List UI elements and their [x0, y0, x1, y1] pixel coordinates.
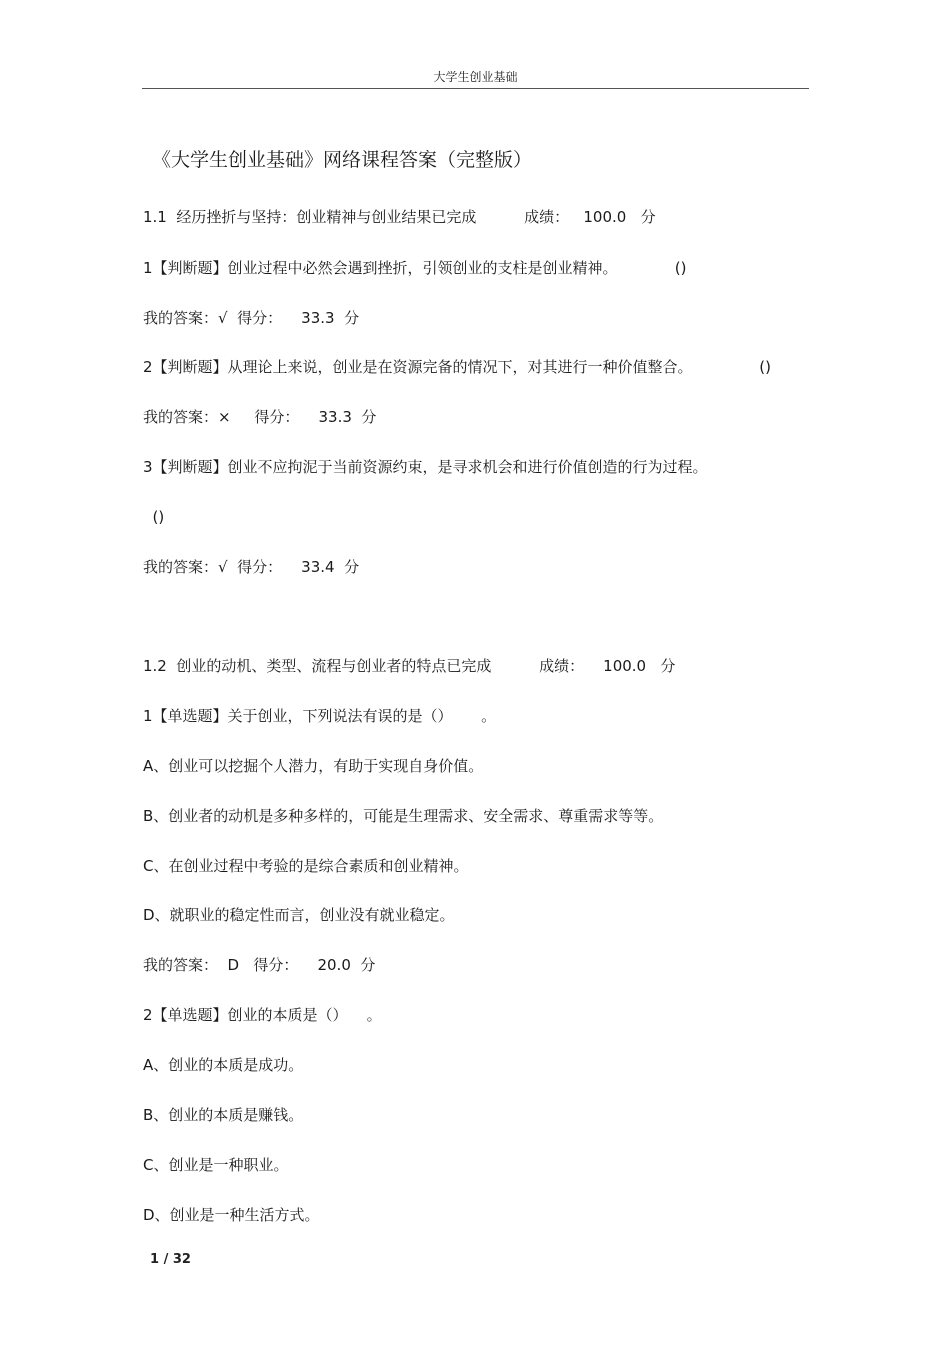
section-heading-1-2: 1.2 创业的动机、类型、流程与创业者的特点已完成 成绩： 100.0 分: [143, 657, 676, 675]
option-text: A、创业可以挖掘个人潜力，有助于实现自身价值。: [143, 757, 484, 775]
document-title: 《大学生创业基础》网络课程答案（完整版）: [152, 149, 533, 171]
answer-line: 我的答案：√ 得分： 33.4 分: [143, 558, 360, 576]
page-indicator: 1 / 32: [150, 1252, 191, 1267]
question-text: 1【判断题】创业过程中必然会遇到挫折，引领创业的支柱是创业精神。 (): [143, 259, 687, 277]
question-text: 2【单选题】创业的本质是（） 。: [143, 1006, 382, 1024]
option-text: B、创业的本质是赚钱。: [143, 1106, 304, 1124]
header-divider: [142, 88, 809, 89]
option-text: C、在创业过程中考验的是综合素质和创业精神。: [143, 857, 469, 875]
option-text: D、创业是一种生活方式。: [143, 1206, 320, 1224]
option-text: D、就职业的稳定性而言，创业没有就业稳定。: [143, 906, 455, 924]
option-text: A、创业的本质是成功。: [143, 1056, 304, 1074]
answer-line: 我的答案：× 得分： 33.3 分: [143, 408, 377, 426]
running-header: 大学生创业基础: [433, 70, 518, 84]
option-text: B、创业者的动机是多种多样的，可能是生理需求、安全需求、尊重需求等等。: [143, 807, 664, 825]
answer-line: 我的答案： D 得分： 20.0 分: [143, 956, 376, 974]
option-text: C、创业是一种职业。: [143, 1156, 289, 1174]
answer-line: 我的答案：√ 得分： 33.3 分: [143, 309, 360, 327]
question-text: 1【单选题】关于创业，下列说法有误的是（） 。: [143, 707, 497, 725]
question-text: 2【判断题】从理论上来说，创业是在资源完备的情况下，对其进行一种价值整合。 (): [143, 358, 772, 376]
question-blank: (): [143, 508, 165, 526]
question-text: 3【判断题】创业不应拘泥于当前资源约束，是寻求机会和进行价值创造的行为过程。: [143, 458, 708, 476]
section-heading-1-1: 1.1 经历挫折与坚持：创业精神与创业结果已完成 成绩： 100.0 分: [143, 208, 656, 226]
